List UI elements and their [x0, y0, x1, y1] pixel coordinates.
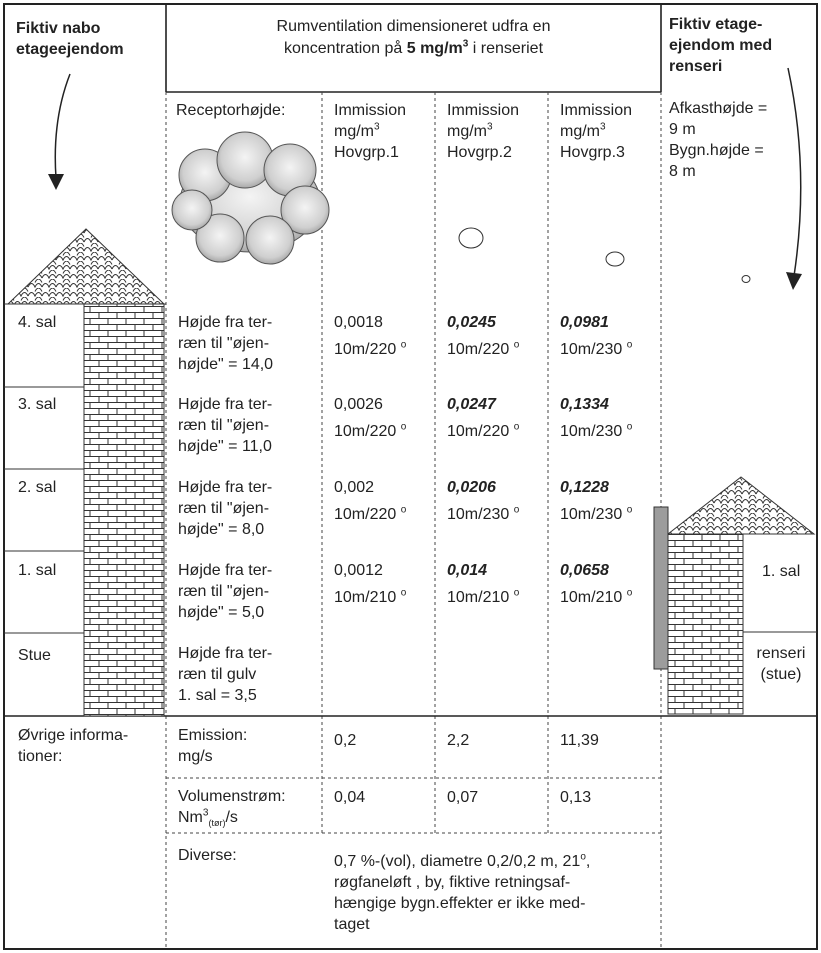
col-g3-header: Immission $mg/m^3$ Hovgrp.3 [560, 102, 633, 161]
stue-label: Stue [18, 647, 51, 664]
dir-g2: 10m/230 $^o$ [447, 504, 520, 523]
dir-g2: 10m/220 $^o$ [447, 339, 520, 358]
value-g1: 0,002 [334, 479, 375, 496]
dir-g1: 10m/220 $^o$ [334, 339, 407, 358]
col-g1-header: Immission $mg/m^3$ Hovgrp.1 [334, 102, 407, 161]
dir-g1: 10m/210 $^o$ [334, 587, 407, 606]
volume-g3: 0,13 [560, 789, 592, 806]
dir-g3: 10m/210 $^o$ [560, 587, 633, 606]
stue-desc: Højde fra ter- ræn til gulv 1. sal = 3,5 [178, 645, 273, 704]
dir-g1: 10m/220 $^o$ [334, 504, 407, 523]
value-g2: 0,014 [447, 562, 488, 579]
exhaust-stack [654, 507, 668, 669]
value-g3: 0,0658 [560, 562, 609, 579]
floor-label: 4. sal [18, 314, 57, 331]
dir-g2: 10m/210 $^o$ [447, 587, 520, 606]
volume-g2: 0,07 [447, 789, 479, 806]
left-arrowhead [48, 174, 64, 190]
plume-ellipse-medium [459, 228, 483, 248]
dir-g3: 10m/230 $^o$ [560, 504, 633, 523]
value-g1: 0,0026 [334, 396, 383, 413]
emission-g2: 2,2 [447, 732, 470, 749]
right-building-title: Fiktiv etage- ejendom med renseri [669, 16, 773, 75]
floor-desc: Højde fra ter- ræn til "øjen- højde" = 14,0 [178, 314, 274, 373]
diverse-text: 0,7 %-(vol), diametre 0,2/0,2 m, 21$^o$, røgfaneløft , by, fiktive retningsaf- hængige bygn.effekter er ikke med- taget [334, 851, 591, 933]
emission-g1: 0,2 [334, 732, 357, 749]
header-line-2: koncentration på 5 $mg/m^3$ i renseriet [283, 38, 544, 57]
plume-ellipse-small [606, 252, 624, 266]
value-g2: 0,0245 [447, 314, 496, 331]
col-g2-header: Immission $mg/m^3$ Hovgrp.2 [447, 102, 520, 161]
col-receptor-header: Receptorhøjde: [176, 102, 286, 119]
floor-desc: Højde fra ter- ræn til "øjen- højde" = 8,0 [178, 479, 273, 538]
diverse-label: Diverse: [178, 847, 237, 864]
right-arrowhead [786, 272, 802, 290]
header-line-1: Rumventilation dimensioneret udfra en [276, 18, 551, 35]
right-brick-wall [668, 534, 743, 714]
floor-label: 3. sal [18, 396, 57, 413]
floor-desc: Højde fra ter- ræn til "øjen- højde" = 11,0 [178, 396, 273, 455]
renseri-label: renseri (stue) [756, 645, 806, 683]
value-g3: 0,1228 [560, 479, 609, 496]
plume-ellipse-tiny [742, 276, 750, 283]
value-g1: 0,0012 [334, 562, 383, 579]
left-building-title: Fiktiv nabo etageejendom [16, 20, 124, 58]
volume-label: Volumenstrøm: $Nm^3_{(tør)}/s$ [178, 788, 286, 829]
floor-desc: Højde fra ter- ræn til "øjen- højde" = 5,0 [178, 562, 273, 621]
floor-label: 1. sal [18, 562, 57, 579]
volume-g1: 0,04 [334, 789, 366, 806]
value-g1: 0,0018 [334, 314, 383, 331]
emission-g3: 11,39 [560, 732, 599, 749]
emission-label: Emission: mg/s [178, 727, 248, 765]
other-info-label: Øvrige informa- tioner: [18, 727, 129, 765]
floor-label: 2. sal [18, 479, 57, 496]
dir-g2: 10m/220 $^o$ [447, 421, 520, 440]
value-g3: 0,1334 [560, 396, 609, 413]
right-arrow [788, 68, 801, 276]
dir-g3: 10m/230 $^o$ [560, 339, 633, 358]
dir-g1: 10m/220 $^o$ [334, 421, 407, 440]
left-roof [8, 229, 164, 304]
value-g3: 0,0981 [560, 314, 609, 331]
value-g2: 0,0206 [447, 479, 496, 496]
right-floor1-label: 1. sal [762, 563, 801, 580]
left-arrow [55, 74, 70, 178]
right-building-info: Afkasthøjde = 9 m Bygn.højde = 8 m [669, 100, 768, 180]
value-g2: 0,0247 [447, 396, 496, 413]
dir-g3: 10m/230 $^o$ [560, 421, 633, 440]
right-roof [668, 477, 814, 534]
cloud-shape [172, 132, 329, 264]
left-brick-wall [84, 304, 164, 716]
